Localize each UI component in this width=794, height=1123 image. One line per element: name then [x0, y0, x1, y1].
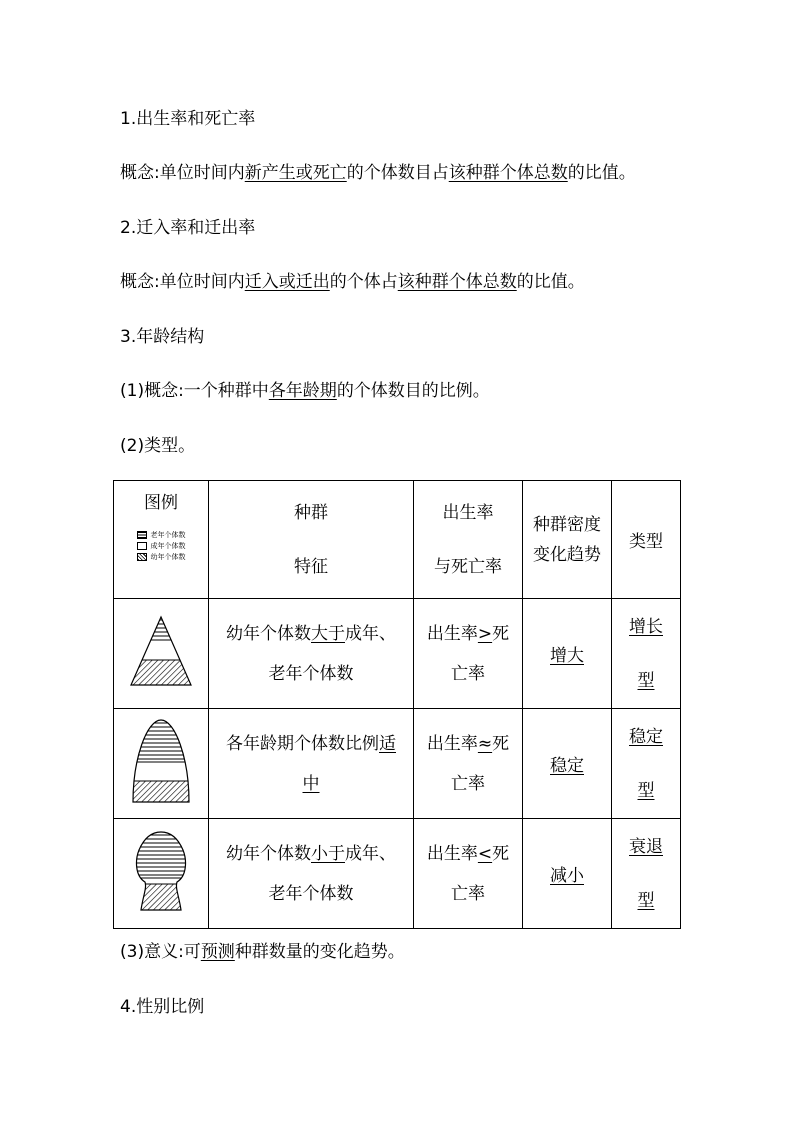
feature-text-line2: 老年个体数: [268, 663, 354, 684]
legend-title: 图例: [144, 492, 178, 513]
def-blank-answer: 迁入或迁出: [244, 272, 330, 292]
def-text: 种群数量的变化趋势。: [234, 942, 405, 962]
header-rate: [414, 481, 523, 599]
feature-answer: 适: [379, 733, 396, 754]
rate-text: 死: [492, 733, 510, 754]
legend-item-old: [137, 531, 186, 540]
section-3-title: 3.年龄结构: [120, 327, 205, 347]
rate-text-line2: 亡率: [451, 773, 485, 794]
feature-text: 成年、: [345, 843, 396, 864]
def-blank-answer: 各年龄期: [268, 381, 337, 401]
header-density-line2: 变化趋势: [533, 544, 601, 565]
rate-text: 出生率: [426, 733, 478, 754]
feature-answer: 中: [302, 773, 320, 794]
def-text: 的个体数目的比例。: [336, 381, 490, 401]
rate-cell: [414, 819, 523, 929]
density-answer: 减小: [550, 866, 584, 886]
def-text: 的个体数目占: [346, 163, 449, 183]
section-2-title: 2.迁入率和迁出率: [120, 218, 256, 238]
rate-text: 死: [492, 623, 510, 644]
header-type: 类型: [612, 481, 681, 599]
legend-item-adult: [137, 542, 186, 551]
density-answer: 稳定: [550, 756, 584, 776]
section-4-title: 4.性别比例: [120, 997, 205, 1017]
header-density: [523, 481, 612, 599]
rate-answer: ≈: [477, 733, 493, 754]
feature-cell: [209, 599, 414, 709]
legend-label: 成年个体数: [150, 541, 186, 550]
def-text: (1)概念:一个种群中: [120, 381, 269, 401]
type-cell: [612, 819, 681, 929]
shape-cell: [114, 709, 209, 819]
table-row: [114, 599, 681, 709]
rate-text-line2: 亡率: [451, 883, 485, 904]
legend-label: 幼年个体数: [150, 552, 186, 561]
age-structure-table: [113, 480, 681, 929]
feature-cell: [209, 819, 414, 929]
def-text: 的比值。: [567, 163, 636, 183]
def-text: (3)意义:可: [120, 942, 201, 962]
feature-text: 幼年个体数: [226, 623, 311, 644]
type-suffix: 型: [637, 670, 655, 691]
def-blank-answer: 该种群个体总数: [448, 163, 568, 183]
header-feature: [209, 481, 414, 599]
section-3-concept: [120, 379, 490, 403]
table-row: [114, 819, 681, 929]
header-rate-line2: 与死亡率: [434, 556, 502, 577]
declining-urn-icon: [131, 830, 191, 912]
header-density-line1: 种群密度: [533, 514, 601, 535]
def-blank-answer: 新产生或死亡: [244, 163, 347, 183]
feature-text: 成年、: [345, 623, 396, 644]
def-text: 概念:单位时间内: [120, 272, 245, 292]
rate-text: 出生率: [426, 843, 478, 864]
young-swatch-icon: [137, 553, 147, 561]
type-answer: 衰退: [629, 836, 663, 857]
type-answer: 增长: [629, 616, 663, 637]
header-rate-line1: 出生率: [442, 502, 494, 523]
density-cell: [523, 819, 612, 929]
section-1-title: 1.出生率和死亡率: [120, 109, 256, 129]
rate-cell: [414, 709, 523, 819]
type-suffix: 型: [637, 780, 655, 801]
feature-cell: [209, 709, 414, 819]
rate-answer: >: [477, 623, 493, 644]
density-answer: 增大: [550, 646, 584, 666]
shape-cell: [114, 599, 209, 709]
feature-answer: 小于: [311, 843, 345, 864]
type-answer: 稳定: [629, 726, 663, 747]
section-3-meaning: [120, 940, 405, 964]
def-text: 的比值。: [516, 272, 585, 292]
adult-swatch-icon: [137, 542, 147, 550]
table-row: [114, 709, 681, 819]
feature-text: 各年龄期个体数比例: [226, 733, 379, 754]
density-cell: [523, 599, 612, 709]
legend-cell: [114, 481, 209, 599]
old-swatch-icon: [137, 531, 147, 539]
legend-item-young: [137, 553, 186, 562]
section-2-definition: [120, 270, 585, 294]
rate-text: 死: [492, 843, 510, 864]
feature-answer: 大于: [311, 623, 345, 644]
table-header-row: [114, 481, 681, 599]
type-cell: [612, 599, 681, 709]
rate-text: 出生率: [426, 623, 478, 644]
feature-text: 幼年个体数: [226, 843, 311, 864]
growth-pyramid-icon: [129, 615, 193, 687]
legend-label: 老年个体数: [150, 530, 186, 539]
def-text: 的个体占: [329, 272, 398, 292]
def-blank-answer: 预测: [200, 942, 235, 962]
rate-text-line2: 亡率: [451, 663, 485, 684]
legend: [137, 529, 186, 564]
header-feature-line1: 种群: [294, 502, 328, 523]
rate-answer: <: [477, 843, 493, 864]
def-text: 概念:单位时间内: [120, 163, 245, 183]
header-feature-line2: 特征: [294, 556, 328, 577]
rate-cell: [414, 599, 523, 709]
section-1-definition: [120, 161, 636, 185]
density-cell: [523, 709, 612, 819]
type-cell: [612, 709, 681, 819]
shape-cell: [114, 819, 209, 929]
feature-text-line2: 老年个体数: [268, 883, 354, 904]
def-blank-answer: 该种群个体总数: [397, 272, 517, 292]
section-3-types: (2)类型。: [120, 436, 196, 456]
type-suffix: 型: [637, 890, 655, 911]
stable-bell-icon: [129, 718, 193, 804]
